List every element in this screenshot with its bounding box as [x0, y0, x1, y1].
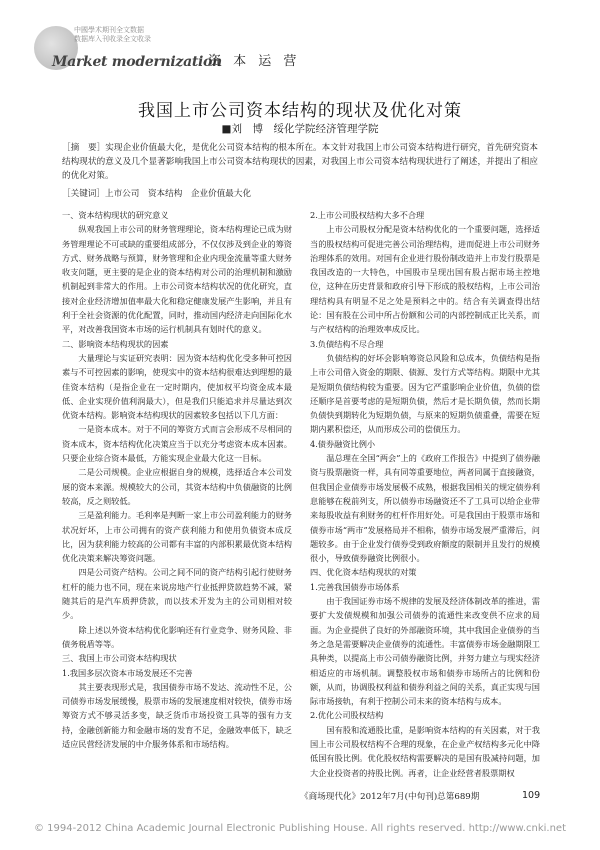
left-column	[62, 208, 292, 751]
section-heading: 一、资本结构现状的研究意义	[62, 210, 169, 220]
section-heading: 1.我国多层次资本市场发展还不完善	[62, 667, 193, 678]
body-paragraph: 上市公司股权分配是资本结构优化的一个重要问题，选择适当的股权结构可促进完善公司治理结构，进而促进上市公司财务治理体系的效用。对国有企业进行股份制改造并上市发行股票是我国改造的一大特色，中国股市呈现出国有股占据市场主控地位，这种在历史背景和政府引导下形成的股权结构，上市公司治理结构具有明显不足之处是预料之中的。结合有关调查得出结论：国有股在公司中所占份额和公司的内部控制成正比关系，而与产权结构的治理效率成反比。	[310, 224, 540, 335]
body-paragraph: 其主要表现形式是，我国债券市场不发达、流动性不足，公司债券市场发展缓慢，股票市场的发展速度相对较快，债券市场筹资方式不够灵活多变，缺乏货币市场投资工具等的强有力支持，金融创新能力和金融市场的发育不足，金融效率低下，缺乏适应民营经济发展的中介服务体系和市场结构。	[62, 681, 292, 749]
section-heading: 2.优化公司股权结构	[310, 710, 384, 721]
body-paragraph: 国有股和流通股比重，是影响资本结构的有关因素，对于我国上市公司股权结构不合理的现象，在企业产权结构多元化中降低国有股比例。优化股权结构需要解决的是国有股减持问题，加大企业投资者的持股比例。再者，让企业经营者股票期权	[310, 724, 540, 778]
article-keywords: ［关键词］上市公司 资本结构 企业价值最大化	[62, 189, 252, 199]
body-paragraph: 大量理论与实证研究表明：因为资本结构优化受多种可控因素与不可控因素的影响，使现实中的资本结构很难达到理想的最佳资本结构（是指企业在一定时期内，使加权平均资金成本最低、企业实现价值利润最大），但是我们只能追求并尽量达到次优资本结构。影响资本结构现状的因素较多包括以下几方面：	[62, 352, 292, 421]
journal-citation: 《商场现代化》2012年7月(中旬刊)总第689期	[300, 792, 480, 802]
body-paragraph: 温总理在全国“两会”上的《政府工作报告》中提到了债券融资与股票融资一样，具有同等重要地位，两者同属于直接融资，但我国企业债券市场发展极不成熟，根据我国相关的规定债券利息能够在税前列支，所以债券市场融资还不了工具可以给企业带来每股收益有利财务的杠杆作用好处。可是我国由于股票市场和债券市场“两市”发展格局并不相称，债券市场发展严重滞后，问题较多。由于企业发行债券受到政府额度的限制并且发行的规模很小，导致债券融资比例很小。	[310, 453, 540, 564]
body-paragraph: 四是公司资产结构。公司之间不同的资产结构引起行使财务杠杆的能力也不同，现在来说房地产行业抵押贷款趋势不减，紧随其后的是汽车质押贷款，而以技术开发为主的公司则相对较少。	[62, 567, 292, 621]
body-paragraph: 纵观我国上市公司的财务管理理论，资本结构理论已成为财务管理理论不可或缺的重要组成部分，不仅仅涉及到企业的筹资方式、财务战略与预算，财务管理和企业内现金流量等重大财务收支问题，更主要的是企业的资本结构对公司的治理机制和激励机制起到非常大的作用。上市公司资本结构状况的优化研究，直接对企业经济增加值率最大化和稳定健康发展产生影响，并且有利于全社会资源的优化配置，同时，推动国内经济走向国际化水平，对改善我国资本市场的运行机制具有划时代的意义。	[62, 224, 292, 335]
article-title: 我国上市公司资本结构的现状及优化对策	[138, 101, 462, 121]
article-abstract: ［摘 要］实现企业价值最大化，是优化公司资本结构的根本所在。本文针对我国上市公司资本结构进行研究，首先研究资本结构现状的意义及几个显著影响我国上市公司资本结构现状的因素，对我国上市公司资本结构现状进行了阐述，并提出了相应的优化对策。	[62, 143, 538, 181]
body-paragraph: 除上述以外资本结构优化影响还有行业竞争、财务风险、非债务税盾等等。	[62, 624, 292, 649]
section-heading: 4.债券融资比例小	[310, 438, 376, 449]
section-heading: 三、我国上市公司资本结构现状	[62, 653, 177, 664]
section-heading: 1.完善我国债券市场体系	[310, 581, 400, 592]
article-author: ■刘 博 绥化学院经济管理学院	[221, 123, 379, 135]
section-label: 资 本 运 营	[208, 54, 301, 69]
body-paragraph: 由于我国证券市场不规律的发展及经济体制改革的推进，需要扩大发债规模和加强公司债券的流通性来改变供不应求的局面。为企业提供了良好的外部融资环境，其中我国企业债券的当务之急是需要解决企业债券的流通性。丰富债券市场金融期限工具种类，以提高上市公司债券融资比例，并努力建立与现实经济相适应的市场机制。调整股权市场和债券市场所占的比例和份额，从而，协调股权利益和债券利益之间的关系，真正实现与国际市场接轨，有利于控制公司未来的资本结构与成本。	[310, 596, 540, 707]
logo-caption-line-2: 数据库入刊收录全文收录	[74, 35, 151, 43]
section-heading: 二、影响资本结构现状的因素	[62, 338, 169, 349]
body-paragraph: 一是资本成本。对于不同的筹资方式而言会形成不尽相同的资本成本，资本结构优化决策应当于以充分考虑资本成本因素。只要企业综合资本最低，方能实现企业最大化这一目标。	[62, 424, 292, 464]
body-paragraph: 三是盈利能力。毛利率是判断一家上市公司盈利能力的财务状况好坏，上市公司拥有的资产获利能力和使用负债资本成反比，因为获利能力较高的公司都有丰富的内部积累最优资本结构优化决策来解决筹资问题。	[62, 510, 292, 564]
page-header	[20, 10, 580, 80]
logo-caption-line-1: 中國學术期刊全文数据	[74, 26, 144, 34]
page-number: 109	[522, 790, 541, 801]
logo-wordmark: Market modernization	[52, 54, 222, 70]
section-heading: 3.负债结构不尽合理	[310, 338, 384, 349]
copyright-notice: © 1994-2012 China Academic Journal Electronic Publishing House. All rights reserved. http://www.cnki.net	[34, 823, 566, 834]
logo-caption	[74, 26, 151, 44]
section-heading: 四、优化资本结构现状的对策	[310, 567, 417, 578]
right-column	[310, 208, 540, 780]
body-paragraph: 二是公司规模。企业应根据自身的规模，选择适合本公司发展的资本来源。规模较大的公司，其资本结构中负债融资的比例较高，反之则较低。	[62, 467, 292, 506]
section-heading: 2.上市公司股权结构大多不合理	[310, 210, 425, 220]
journal-logo	[34, 24, 222, 76]
body-paragraph: 负债结构的好坏会影响筹资总风险和总成本，负债结构是指上市公司借入资金的期限、债源、发行方式等结构。期限中尤其是短期负债结构较为重要。因为它严重影响企业价值，负债的偿还顺序是首要考虑的是短期负债，然后才是长期负债，然而长期负债快到期转化为短期负债，与原来的短期负债重叠，需要在短期内累积偿还，从而形成公司的偿债压力。	[310, 352, 540, 435]
